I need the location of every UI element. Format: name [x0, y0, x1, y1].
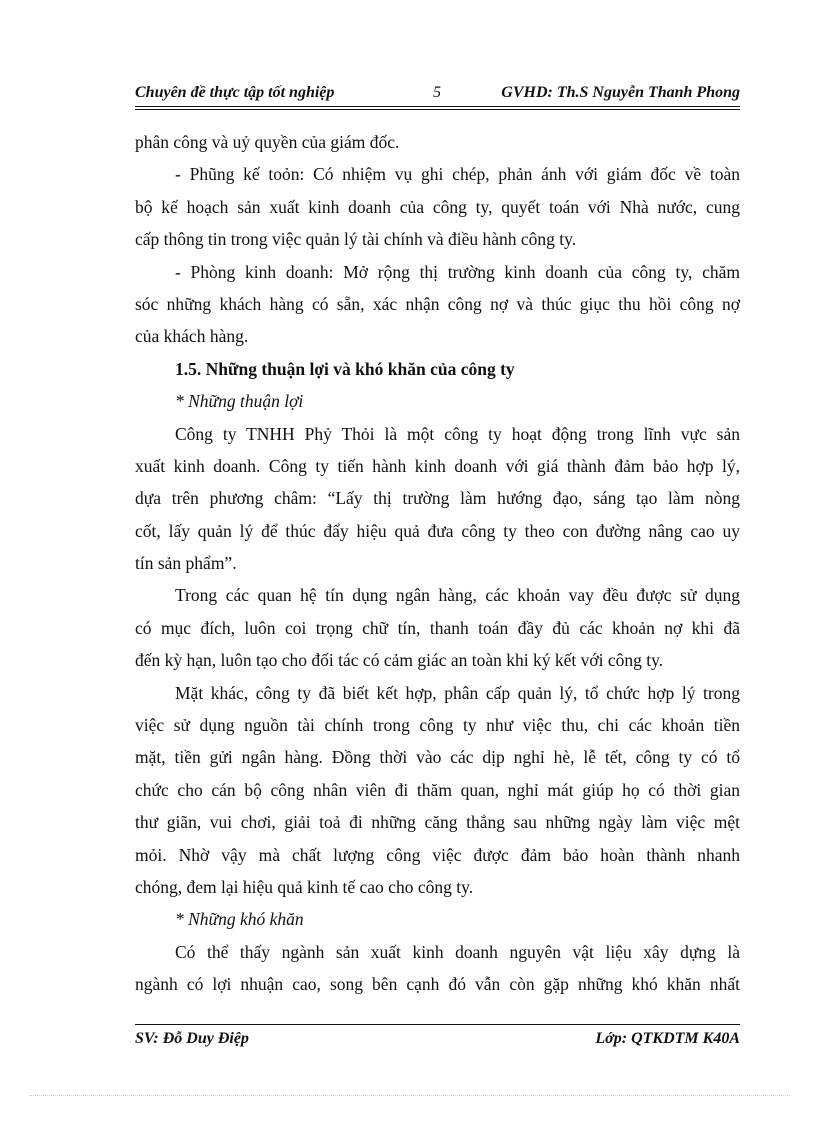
text-line: Có thể thấy ngành sản xuất kinh doanh nguyên vật liệu xây dựng là — [175, 941, 740, 962]
text-line: có mục đích, luôn coi trọng chữ tín, thanh toán đầy đủ các khoản nợ khi đã — [135, 617, 740, 638]
header-title: Chuyên đề thực tập tốt nghiệp — [135, 84, 335, 101]
text-line: tín sản phẩm”. — [135, 553, 237, 574]
subheading-difficulties: * Những khó khăn — [175, 909, 304, 930]
text-line: chức cho cán bộ công nhân viên đi thăm quan, nghỉ mát giúp họ có thời gian — [135, 779, 740, 800]
text-line: ngành có lợi nhuận cao, song bên cạnh đó vẫn còn gặp những khó khăn nhất — [135, 974, 740, 995]
text-line: dựa trên phương châm: “Lấy thị trường làm hướng đạo, sáng tạo làm nòng — [135, 488, 740, 509]
page-edge-divider — [30, 1095, 790, 1096]
document-body — [135, 126, 740, 1001]
text-line: - Phũng kế toỏn: Có nhiệm vụ ghi chép, phản ánh với giám đốc về toàn — [175, 164, 740, 185]
text-line: Mặt khác, công ty đã biết kết hợp, phân cấp quản lý, tổ chức hợp lý trong — [175, 682, 740, 703]
text-line: Trong các quan hệ tín dụng ngân hàng, các khoản vay đều được sử dụng — [175, 585, 740, 606]
page-header — [135, 84, 740, 106]
footer-student: SV: Đỗ Duy Điệp — [135, 1030, 249, 1047]
header-rule-thin — [135, 109, 740, 110]
text-line: mỏi. Nhờ vậy mà chất lượng công việc được đảm bảo hoàn thành nhanh — [135, 844, 740, 865]
subheading-advantages: * Những thuận lợi — [175, 391, 304, 412]
footer-rule — [135, 1024, 740, 1025]
text-line: phân công và uỷ quyền của giám đốc. — [135, 132, 400, 152]
footer-class: Lớp: QTKDTM K40A — [595, 1030, 740, 1047]
text-line: cấp thông tin trong việc quản lý tài chính và điều hành công ty. — [135, 229, 577, 250]
text-line: bộ kế hoạch sản xuất kinh doanh của công ty, quyết toán với Nhà nước, cung — [135, 196, 740, 217]
section-heading: 1.5. Những thuận lợi và khó khăn của công ty — [175, 358, 515, 379]
page-footer — [135, 1030, 740, 1052]
page-number: 5 — [433, 84, 441, 101]
header-rule — [135, 106, 740, 107]
text-line: chóng, đem lại hiệu quả kinh tế cao cho công ty. — [135, 876, 474, 897]
text-line: của khách hàng. — [135, 326, 249, 347]
text-line: xuất kinh doanh. Công ty tiến hành kinh doanh với giá thành đảm bảo hợp lý, — [135, 455, 740, 476]
text-line: - Phòng kinh doanh: Mở rộng thị trường kinh doanh của công ty, chăm — [175, 261, 740, 282]
text-line: thư giãn, vui chơi, giải toả đi những căng thẳng sau những ngày làm việc mệt — [135, 812, 740, 833]
text-line: mặt, tiền gửi ngân hàng. Đồng thời vào các dịp nghỉ hè, lễ tết, công ty có tổ — [135, 747, 740, 768]
text-line: sóc những khách hàng có sẵn, xác nhận công nợ và thúc giục thu hồi công nợ — [135, 293, 740, 314]
text-line: Công ty TNHH Phỷ Thỏi là một công ty hoạt động trong lĩnh vực sản — [175, 423, 740, 444]
text-line: cốt, lấy quản lý để thúc đẩy hiệu quả đưa công ty theo con đường nâng cao uy — [135, 520, 740, 541]
text-line: việc sử dụng nguồn tài chính trong công ty như việc thu, chi các khoản tiền — [135, 715, 740, 736]
header-supervisor: GVHD: Th.S Nguyễn Thanh Phong — [501, 84, 740, 101]
text-line: đến kỳ hạn, luôn tạo cho đối tác có cảm giác an toàn khi ký kết với công ty. — [135, 650, 664, 671]
